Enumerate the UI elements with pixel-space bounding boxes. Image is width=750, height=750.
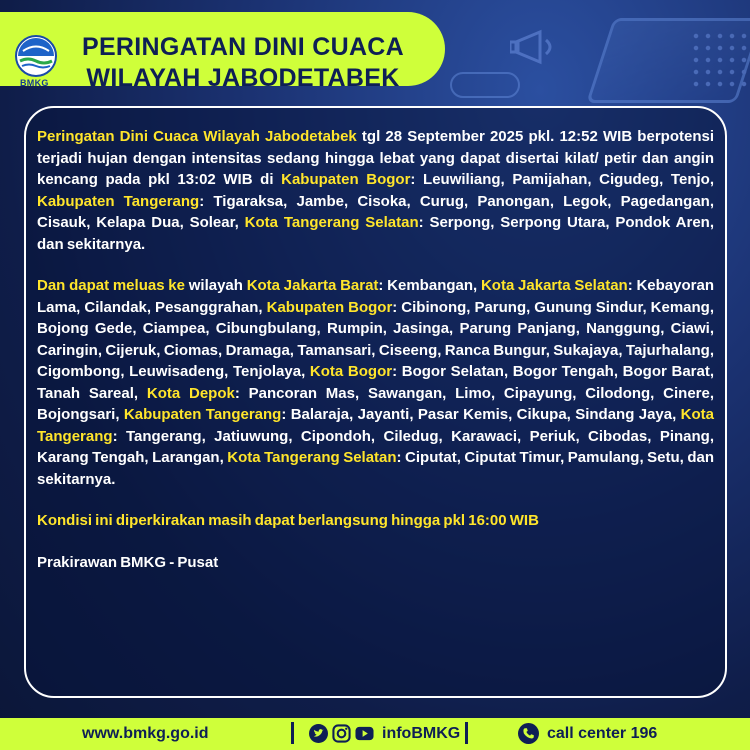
footer-divider: [465, 722, 468, 744]
highlight-text: Kota Tangerang Selatan: [244, 214, 419, 231]
content-card: [24, 106, 727, 698]
twitter-icon[interactable]: [309, 724, 328, 743]
body-text: : Ciputat, Ciputat Timur, Pamulang, Setu, dan sekitarnya.: [37, 449, 714, 488]
highlight-text: Kota Depok: [146, 384, 235, 402]
dot-pattern: [690, 30, 750, 90]
logo-text: BMKG: [20, 78, 49, 88]
body-text: : Bogor Selatan, Bogor Tengah, Bogor Barat, Tanah Sareal,: [37, 363, 714, 402]
megaphone-icon: [510, 28, 570, 68]
title-line-1: PERINGATAN DINI CUACA: [81, 33, 405, 61]
highlight-text: Kota Tangerang: [37, 406, 714, 445]
body-text: : Leuwiliang, Pamijahan, Cigudeg, Tenjo,: [410, 171, 714, 188]
page-title: [68, 32, 418, 94]
phone-icon: [518, 723, 539, 744]
body-text: wilayah: [184, 277, 247, 294]
body-text: tgl 28 September 2025 pkl. 12:52 WIB berpotensi terjadi hujan dengan intensitas sedang hingga lebat yang dapat disertai kilat/ petir dan angin kencang pada pkl 13:02 WIB di: [37, 128, 714, 188]
condition-note: Kondisi ini diperkirakan masih dapat berlangsung hingga pkl 16:00 WIB: [37, 512, 539, 529]
highlight-text: Dan dapat meluas ke: [37, 277, 185, 294]
background-illustration: [450, 0, 750, 110]
website-link[interactable]: www.bmkg.go.id: [82, 725, 209, 742]
footer-divider: [291, 722, 294, 744]
highlight-text: Kota Jakarta Selatan: [480, 277, 628, 294]
header-banner: [0, 12, 445, 92]
body-text: : Tigaraksa, Jambe, Cisoka, Curug, Panongan, Legok, Pagedangan, Cisauk, Kelapa Dua, Solear,: [37, 192, 714, 231]
body-text: : Kembangan,: [378, 277, 481, 294]
highlight-text: Kota Tangerang Selatan: [227, 449, 397, 466]
body-text: : Kebayoran Lama, Cilandak, Pesanggrahan,: [37, 277, 714, 316]
body-text: : Tangerang, Jatiuwung, Cipondoh, Ciledug, Karawaci, Periuk, Cibodas, Pinang, Karang Tengah, Larangan,: [37, 427, 714, 466]
highlight-text: Kabupaten Bogor: [281, 171, 411, 188]
extension-paragraph: [37, 275, 714, 490]
highlight-text: Kabupaten Tangerang: [123, 406, 282, 423]
footer-bar: [0, 718, 750, 750]
cloud-icon: [450, 72, 520, 98]
body-text: : Cibinong, Parung, Gunung Sindur, Kemang, Bojong Gede, Ciampea, Cibungbulang, Rumpin, Jasinga, Parung Panjang, Nanggung, Ciawi, Caringin, Cijeruk, Ciomas, Dramaga, Tamansari, Ciseeng, Ranca Bungur, Sukajaya, Tajurhalang, Cigombong, Leuwisadeng, Tenjolaya,: [37, 298, 714, 380]
forecaster-signature: Prakirawan BMKG - Pusat: [37, 553, 219, 571]
call-center[interactable]: call center 196: [547, 725, 658, 742]
highlight-text: Peringatan Dini Cuaca Wilayah Jabodetabek: [37, 128, 357, 145]
body-text: : Balaraja, Jayanti, Pasar Kemis, Cikupa, Sindang Jaya,: [281, 406, 681, 423]
warning-paragraph: [37, 126, 714, 255]
youtube-icon[interactable]: [355, 724, 374, 743]
body-text: : Serpong, Serpong Utara, Pondok Aren, dan sekitarnya.: [37, 214, 714, 253]
highlight-text: Kota Bogor: [309, 363, 393, 380]
title-line-2: WILAYAH JABODETABEK: [86, 64, 400, 92]
highlight-text: Kabupaten Tangerang: [37, 192, 200, 210]
social-handle[interactable]: infoBMKG: [382, 725, 461, 742]
highlight-text: Kabupaten Bogor: [266, 298, 393, 316]
highlight-text: Kota Jakarta Barat: [246, 277, 379, 294]
body-text: : Pancoran Mas, Sawangan, Limo, Cipayung, Cilodong, Cinere, Bojongsari,: [37, 384, 715, 423]
instagram-icon[interactable]: [332, 724, 351, 743]
